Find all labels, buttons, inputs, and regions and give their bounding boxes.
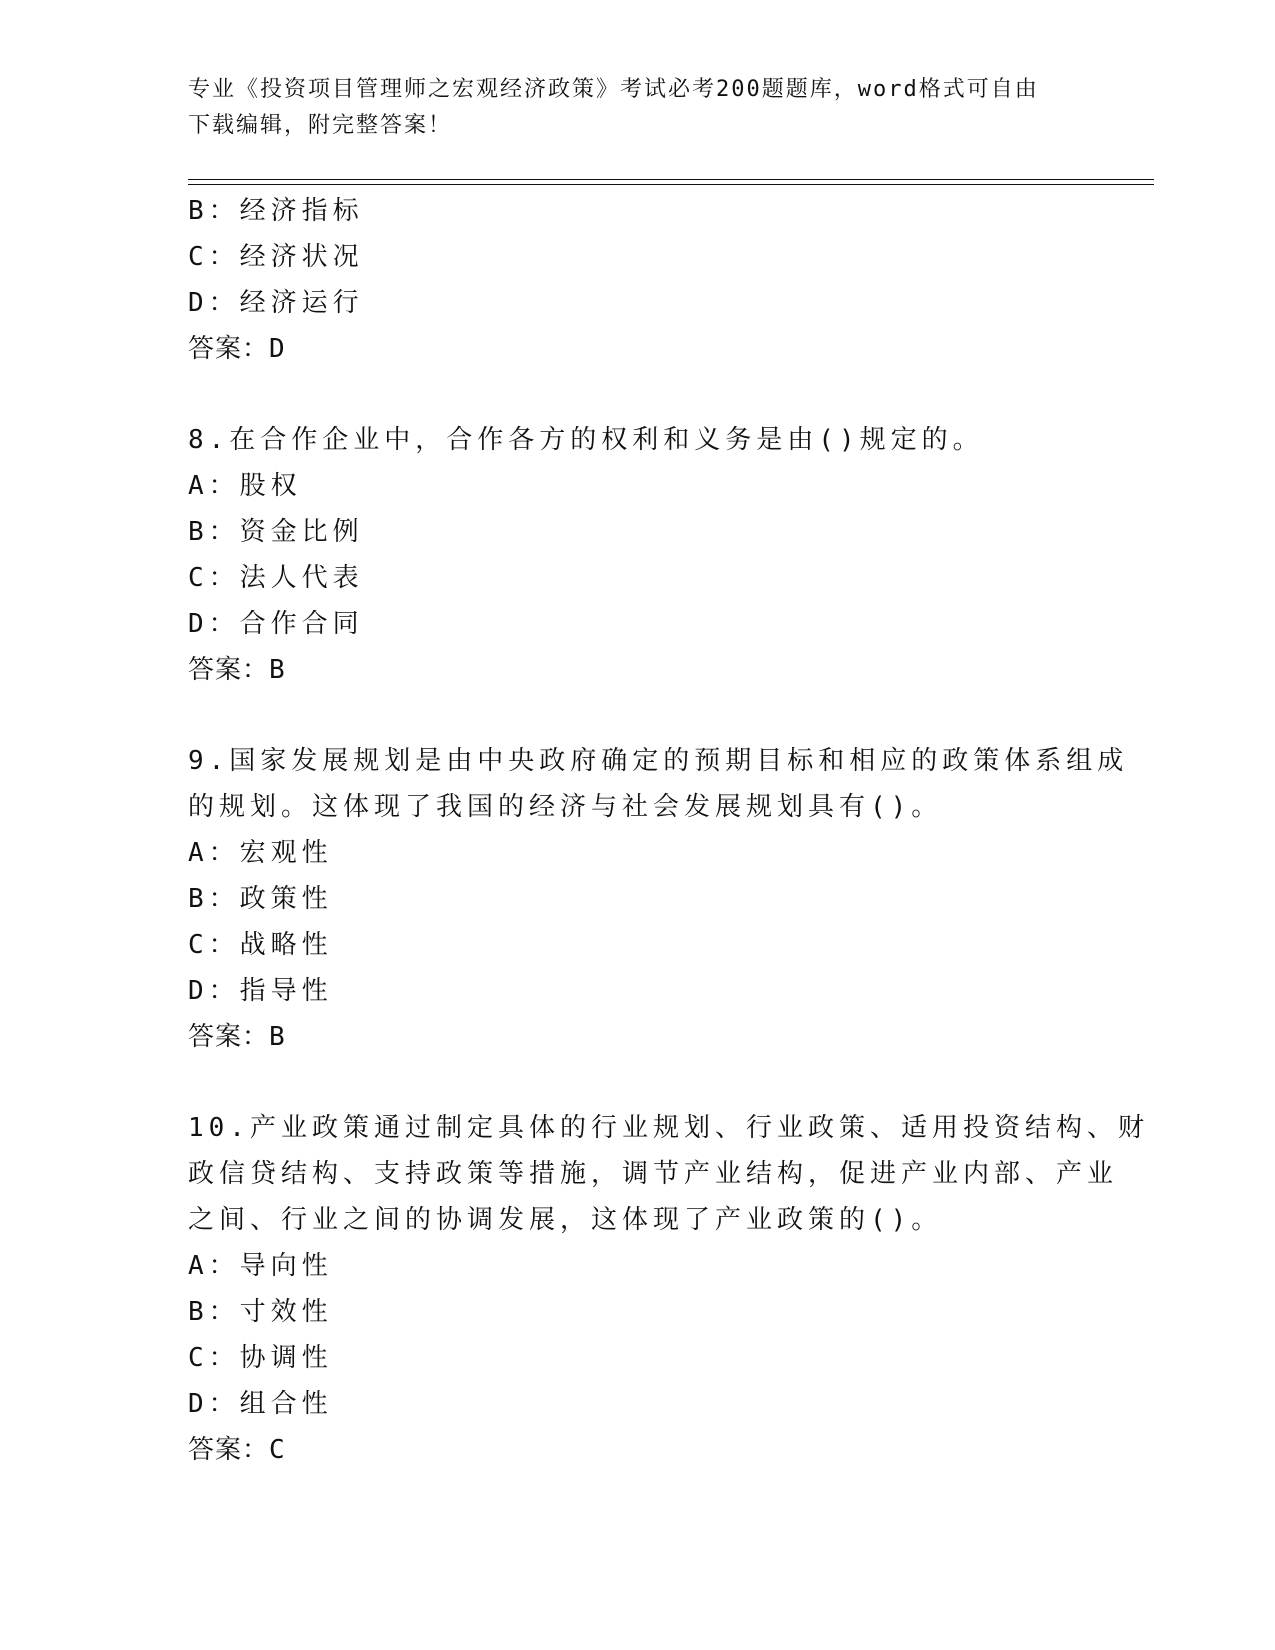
answer: 答案：B xyxy=(188,1022,286,1052)
question-7 xyxy=(188,188,1088,372)
answer: 答案：B xyxy=(188,655,286,685)
option-d: D：合作合同 xyxy=(188,609,364,639)
option-c: C：战略性 xyxy=(188,930,333,960)
question-stem: 8.在合作企业中，合作各方的权利和义务是由()规定的。 xyxy=(188,425,984,455)
option-d: D：指导性 xyxy=(188,976,333,1006)
question-stem-line-1: 10.产业政策通过制定具体的行业规划、行业政策、适用投资结构、财 xyxy=(188,1113,1149,1143)
question-stem-line-2: 的规划。这体现了我国的经济与社会发展规划具有()。 xyxy=(188,792,943,822)
option-c: C：经济状况 xyxy=(188,242,364,272)
header-rule-top xyxy=(188,179,1154,180)
answer: 答案：D xyxy=(188,334,286,364)
document-header xyxy=(188,72,1068,144)
option-b: B：资金比例 xyxy=(188,517,364,547)
question-10 xyxy=(188,1105,1149,1473)
question-8 xyxy=(188,417,1088,693)
option-a: A：股权 xyxy=(188,471,302,501)
spacer xyxy=(188,372,1088,417)
question-list xyxy=(188,188,1149,1473)
question-stem-line-1: 9.国家发展规划是由中央政府确定的预期目标和相应的政策体系组成 xyxy=(188,746,1129,776)
header-line-2: 下载编辑，附完整答案！ xyxy=(188,113,453,138)
option-d: D：组合性 xyxy=(188,1389,333,1419)
option-c: C：法人代表 xyxy=(188,563,364,593)
option-b: B：经济指标 xyxy=(188,196,364,226)
option-b: B：寸效性 xyxy=(188,1297,333,1327)
question-stem-line-2: 政信贷结构、支持政策等措施，调节产业结构，促进产业内部、产业 xyxy=(188,1159,1119,1189)
spacer xyxy=(188,1060,1088,1105)
option-a: A：导向性 xyxy=(188,1251,333,1281)
header-line-1: 专业《投资项目管理师之宏观经济政策》考试必考200题题库，word格式可自由 xyxy=(188,77,1039,102)
option-b: B：政策性 xyxy=(188,884,333,914)
option-c: C：协调性 xyxy=(188,1343,333,1373)
spacer xyxy=(188,693,1088,738)
question-stem-line-3: 之间、行业之间的协调发展，这体现了产业政策的()。 xyxy=(188,1205,943,1235)
option-a: A：宏观性 xyxy=(188,838,333,868)
question-9 xyxy=(188,738,1129,1060)
header-rule-bottom xyxy=(188,184,1154,185)
option-d: D：经济运行 xyxy=(188,288,364,318)
answer: 答案：C xyxy=(188,1435,286,1465)
